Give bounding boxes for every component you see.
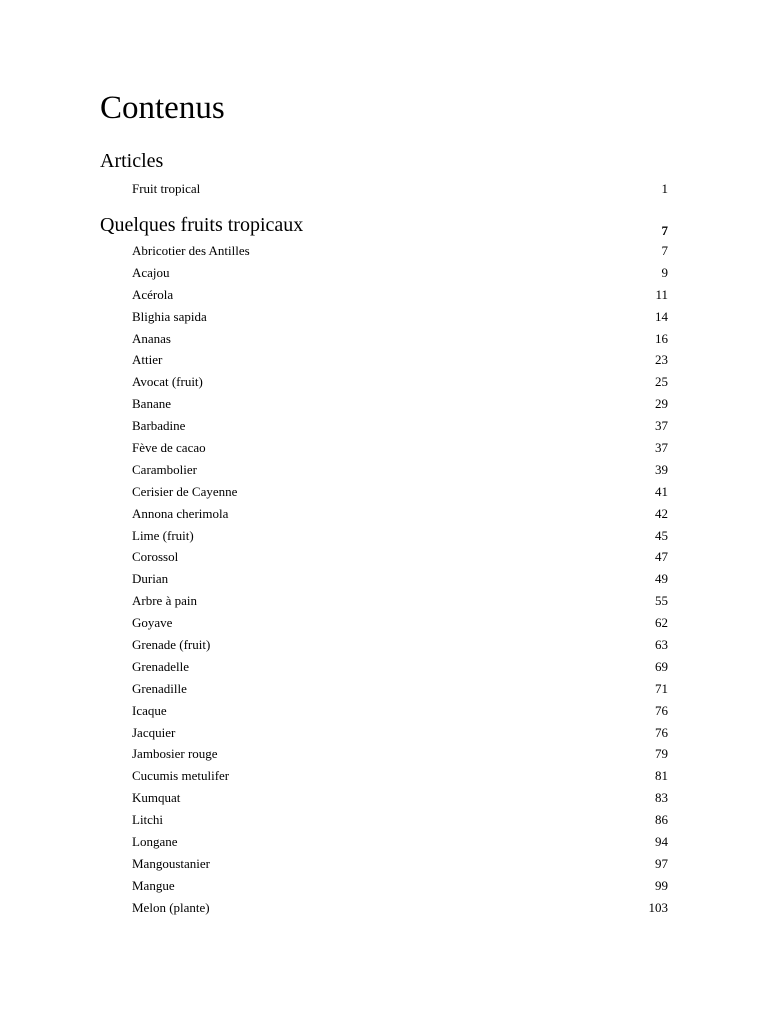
toc-entry[interactable]	[100, 371, 668, 393]
toc-entry[interactable]	[100, 459, 668, 481]
toc-entry-label: Grenadelle	[132, 658, 190, 674]
toc-entry-label: Ananas	[132, 330, 171, 346]
toc-entry[interactable]	[100, 481, 668, 503]
toc-entry-label: Mangue	[132, 877, 175, 893]
toc-entry[interactable]	[100, 765, 668, 787]
toc-entry-label: Fruit tropical	[132, 180, 201, 196]
toc-entry-label: Grenade (fruit)	[132, 636, 211, 652]
toc-entry-label: Blighia sapida	[132, 308, 207, 324]
toc-entry[interactable]	[100, 306, 668, 328]
toc-entry[interactable]	[100, 415, 668, 437]
toc-entry[interactable]	[100, 634, 668, 656]
toc-entry-page: 76	[655, 702, 668, 718]
toc-entry-page: 79	[655, 746, 668, 762]
toc-entry-page: 47	[655, 549, 668, 565]
toc-entry[interactable]	[100, 678, 668, 700]
toc-entry[interactable]	[100, 853, 668, 875]
toc-entry-page: 14	[655, 308, 668, 324]
toc-entry-page: 45	[655, 527, 668, 543]
toc-entry-label: Attier	[132, 352, 163, 368]
toc-entry-label: Arbre à pain	[132, 593, 197, 609]
section-heading	[100, 148, 668, 178]
toc-entry-page: 76	[655, 724, 668, 740]
toc-entry-page: 69	[655, 658, 668, 674]
toc-entry[interactable]	[100, 590, 668, 612]
toc-entry-page: 62	[655, 615, 668, 631]
toc-entry-page: 39	[655, 461, 668, 477]
toc-entry-page: 63	[655, 636, 668, 652]
toc-entry-page: 49	[655, 571, 668, 587]
toc-entry[interactable]	[100, 240, 668, 262]
toc-entry-label: Corossol	[132, 549, 179, 565]
toc-entry-label: Jacquier	[132, 724, 176, 740]
toc-entry-label: Carambolier	[132, 461, 197, 477]
toc-entry-label: Cucumis metulifer	[132, 768, 230, 784]
entry-list	[100, 240, 668, 919]
toc-entry[interactable]	[100, 897, 668, 919]
toc-entry-page: 94	[655, 833, 668, 849]
toc-entry[interactable]	[100, 612, 668, 634]
toc-entry[interactable]	[100, 875, 668, 897]
toc-entry[interactable]	[100, 393, 668, 415]
toc-entry[interactable]	[100, 568, 668, 590]
toc-entry-label: Acérola	[132, 286, 174, 302]
toc-entry-label: Abricotier des Antilles	[132, 242, 250, 258]
toc-entry-label: Fève de cacao	[132, 439, 206, 455]
toc-entry-page: 29	[655, 396, 668, 412]
toc-entry-label: Kumquat	[132, 790, 181, 806]
toc-entry-label: Lime (fruit)	[132, 527, 194, 543]
toc-entry-label: Jambosier rouge	[132, 746, 218, 762]
toc-entry[interactable]	[100, 656, 668, 678]
toc-section-articles	[100, 148, 668, 200]
toc-entry[interactable]	[100, 262, 668, 284]
toc-entry[interactable]	[100, 349, 668, 371]
toc-entry-page: 41	[655, 483, 668, 499]
toc-entry-label: Banane	[132, 396, 171, 412]
section-title: Quelques fruits tropicaux	[100, 214, 304, 236]
section-page-number: 7	[661, 223, 668, 238]
toc-entry[interactable]	[100, 722, 668, 744]
toc-entry-page: 42	[655, 505, 668, 521]
toc-entry-page: 81	[655, 768, 668, 784]
toc-entry[interactable]	[100, 284, 668, 306]
toc-entry[interactable]	[100, 437, 668, 459]
toc-entry-label: Annona cherimola	[132, 505, 229, 521]
toc-entry-page: 86	[655, 812, 668, 828]
toc-entry-label: Icaque	[132, 702, 167, 718]
toc-entry-label: Goyave	[132, 615, 173, 631]
toc-entry[interactable]	[100, 743, 668, 765]
toc-entry-label: Cerisier de Cayenne	[132, 483, 238, 499]
toc-entry-page: 37	[655, 439, 668, 455]
toc-entry-label: Melon (plante)	[132, 899, 210, 915]
toc-entry-label: Avocat (fruit)	[132, 374, 203, 390]
toc-entry[interactable]	[100, 831, 668, 853]
toc-entry[interactable]	[100, 787, 668, 809]
toc-entry[interactable]	[100, 328, 668, 350]
toc-entry-label: Grenadille	[132, 680, 187, 696]
toc-entry[interactable]	[100, 809, 668, 831]
toc-entry[interactable]	[100, 525, 668, 547]
toc-entry-label: Barbadine	[132, 418, 186, 434]
toc-entry[interactable]	[100, 546, 668, 568]
toc-entry-page: 55	[655, 593, 668, 609]
toc-entry[interactable]	[100, 503, 668, 525]
toc-entry-page: 99	[655, 877, 668, 893]
entry-list	[100, 178, 668, 200]
section-heading	[100, 212, 668, 240]
toc-entry-label: Durian	[132, 571, 169, 587]
toc-entry[interactable]	[100, 700, 668, 722]
toc-section-fruits	[100, 212, 668, 919]
toc-entry-page: 103	[648, 899, 668, 915]
toc-entry-page: 71	[655, 680, 668, 696]
toc-entry-label: Litchi	[132, 812, 164, 828]
toc-entry-page: 1	[661, 180, 668, 196]
page-title: Contenus	[100, 90, 225, 126]
toc-entry-label: Longane	[132, 833, 178, 849]
toc-entry-page: 9	[661, 264, 668, 280]
toc-entry-page: 37	[655, 418, 668, 434]
toc-entry-label: Acajou	[132, 264, 170, 280]
toc-entry-page: 23	[655, 352, 668, 368]
toc-entry-label: Mangoustanier	[132, 855, 210, 871]
toc-entry-page: 7	[661, 242, 668, 258]
section-title: Articles	[100, 150, 164, 172]
toc-entry[interactable]	[100, 178, 668, 200]
toc-entry-page: 83	[655, 790, 668, 806]
toc-entry-page: 97	[655, 855, 668, 871]
toc-entry-page: 16	[655, 330, 668, 346]
toc-entry-page: 11	[655, 286, 668, 302]
toc-entry-page: 25	[655, 374, 668, 390]
